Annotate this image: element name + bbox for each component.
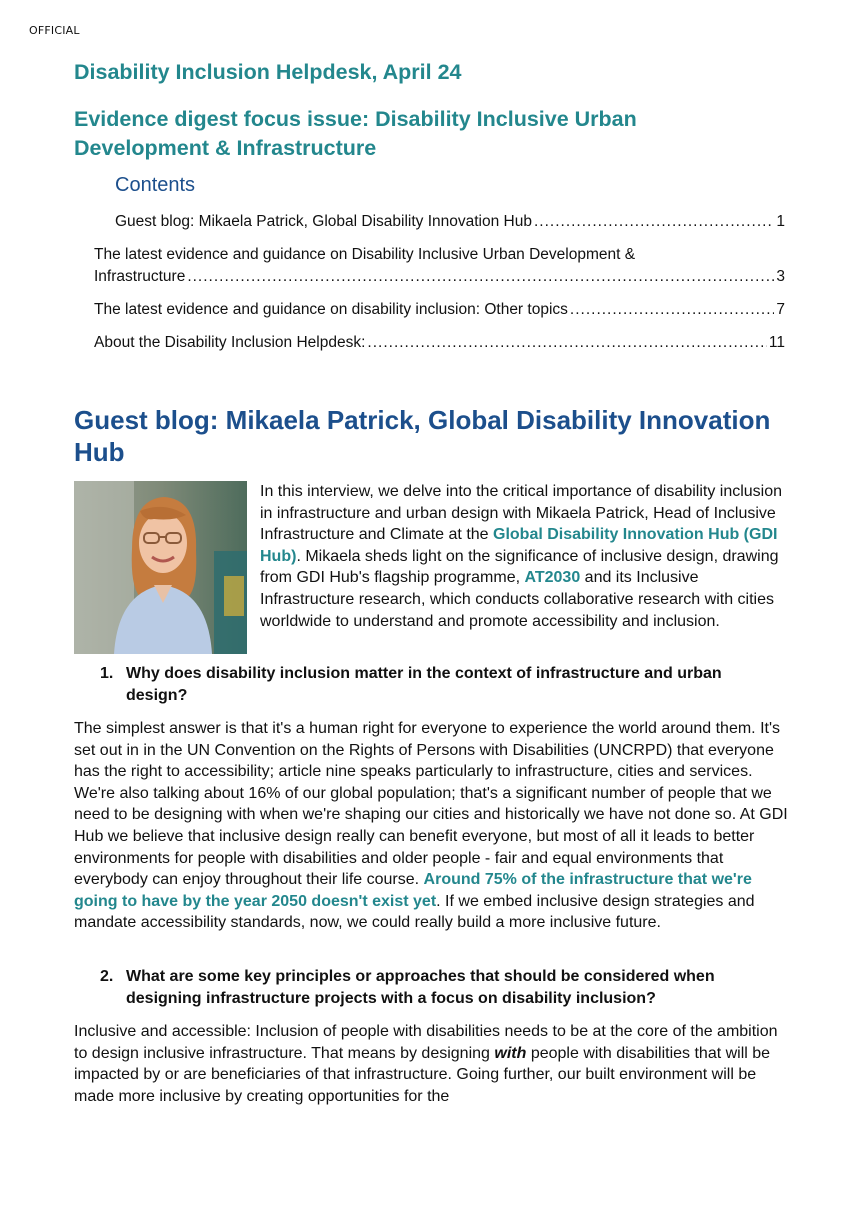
toc-leader — [367, 332, 767, 354]
question-number: 2. — [100, 968, 114, 985]
answer-text-end: people with disabilities that will be impacted by or are beneficiaries of that infrastructure. Going further, our built environment will be made more inclusive by creating opportunities for the — [74, 1044, 771, 1105]
intro-text-end: and its Inclusive Infrastructure research, which conducts collaborative research with cities worldwide to understand and promote accessibility and inclusion. — [260, 569, 774, 630]
gdi-hub-link[interactable]: Global Disability Innovation Hub (GDI Hub) — [260, 526, 778, 565]
answer-2-paragraph — [74, 1021, 794, 1107]
at2030-link[interactable]: AT2030 — [524, 569, 581, 587]
toc-item-label: About the Disability Inclusion Helpdesk: — [94, 334, 366, 351]
answer-text: Inclusive and accessible: Inclusion of people with disabilities needs to be at the core of the ambition to design inclusive infrastructure. That means by designing — [74, 1023, 778, 1062]
toc-item-label: The latest evidence and guidance on Disability Inclusive Urban Development & — [94, 246, 636, 263]
toc-page-number: 7 — [776, 301, 785, 318]
question-text: What are some key principles or approaches that should be considered when designing infrastructure projects with a focus on disability inclusion? — [126, 968, 715, 1007]
question-1 — [100, 663, 780, 706]
document-subtitle: Evidence digest focus issue: Disability Inclusive Urban Development & Infrastructure — [74, 107, 637, 160]
toc-item-latest-evidence-urban[interactable] — [94, 244, 785, 288]
contents-heading: Contents — [115, 174, 196, 196]
answer-text-end: . If we embed inclusive design strategies and mandate accessibility standards, now, we could really build a more inclusive future. — [74, 892, 755, 932]
classification-label: OFFICIAL — [29, 24, 80, 37]
toc-leader — [534, 211, 774, 233]
toc-item-label: Guest blog: Mikaela Patrick, Global Disability Innovation Hub — [115, 213, 532, 230]
portrait-photo — [74, 481, 247, 654]
toc-leader — [570, 299, 774, 321]
question-text: Why does disability inclusion matter in the context of infrastructure and urban design? — [126, 665, 722, 704]
toc-item-about-helpdesk[interactable] — [94, 332, 785, 354]
emphasis-text: with — [494, 1044, 527, 1062]
answer-text: The simplest answer is that it's a human right for everyone to experience the world around them. It's set out in in the UN Convention on the Rights of Persons with Disabilities (UNCRPD) that everyone has the right to accessibility; article nine speaks particularly to infrastructure, cities and services. We're also talking about 16% of our global population; that's a significant number of people that we need to be designing with when we're shaping our cities and historically we have not done so. At GDI Hub we believe that inclusive design really can benefit everyone, but most of all it leads to better environments for people with disabilities and older people - fair and equal environments that everybody can enjoy throughout their life course. — [74, 720, 788, 889]
document-title: Disability Inclusion Helpdesk, April 24 — [74, 60, 462, 84]
section-heading: Guest blog: Mikaela Patrick, Global Disability Innovation Hub — [74, 405, 771, 467]
intro-text: In this interview, we delve into the critical importance of disability inclusion in infrastructure and urban design with Mikaela Patrick, Head of Inclusive Infrastructure and Climate at the — [260, 483, 783, 544]
toc-leader — [187, 266, 774, 288]
portrait-illustration — [74, 481, 247, 654]
intro-text-cont: . Mikaela sheds light on the significance of inclusive design, drawing from GDI Hub's flagship programme, — [260, 547, 779, 587]
answer-1-paragraph — [74, 718, 794, 934]
toc-item-label-cont: Infrastructure — [94, 268, 186, 285]
toc-page-number: 11 — [768, 334, 785, 351]
intro-paragraph — [260, 481, 790, 632]
infrastructure-2050-link[interactable]: Around 75% of the infrastructure that we're going to have by the year 2050 doesn't exist yet — [74, 871, 752, 910]
question-2 — [100, 966, 780, 1009]
question-number: 1. — [100, 665, 114, 682]
toc-item-label: The latest evidence and guidance on disability inclusion: Other topics — [94, 301, 568, 318]
toc-page-number: 1 — [776, 213, 785, 230]
toc-item-latest-evidence-other[interactable] — [94, 299, 785, 321]
toc-page-number: 3 — [776, 268, 785, 285]
toc-item-guest-blog[interactable] — [115, 211, 785, 233]
